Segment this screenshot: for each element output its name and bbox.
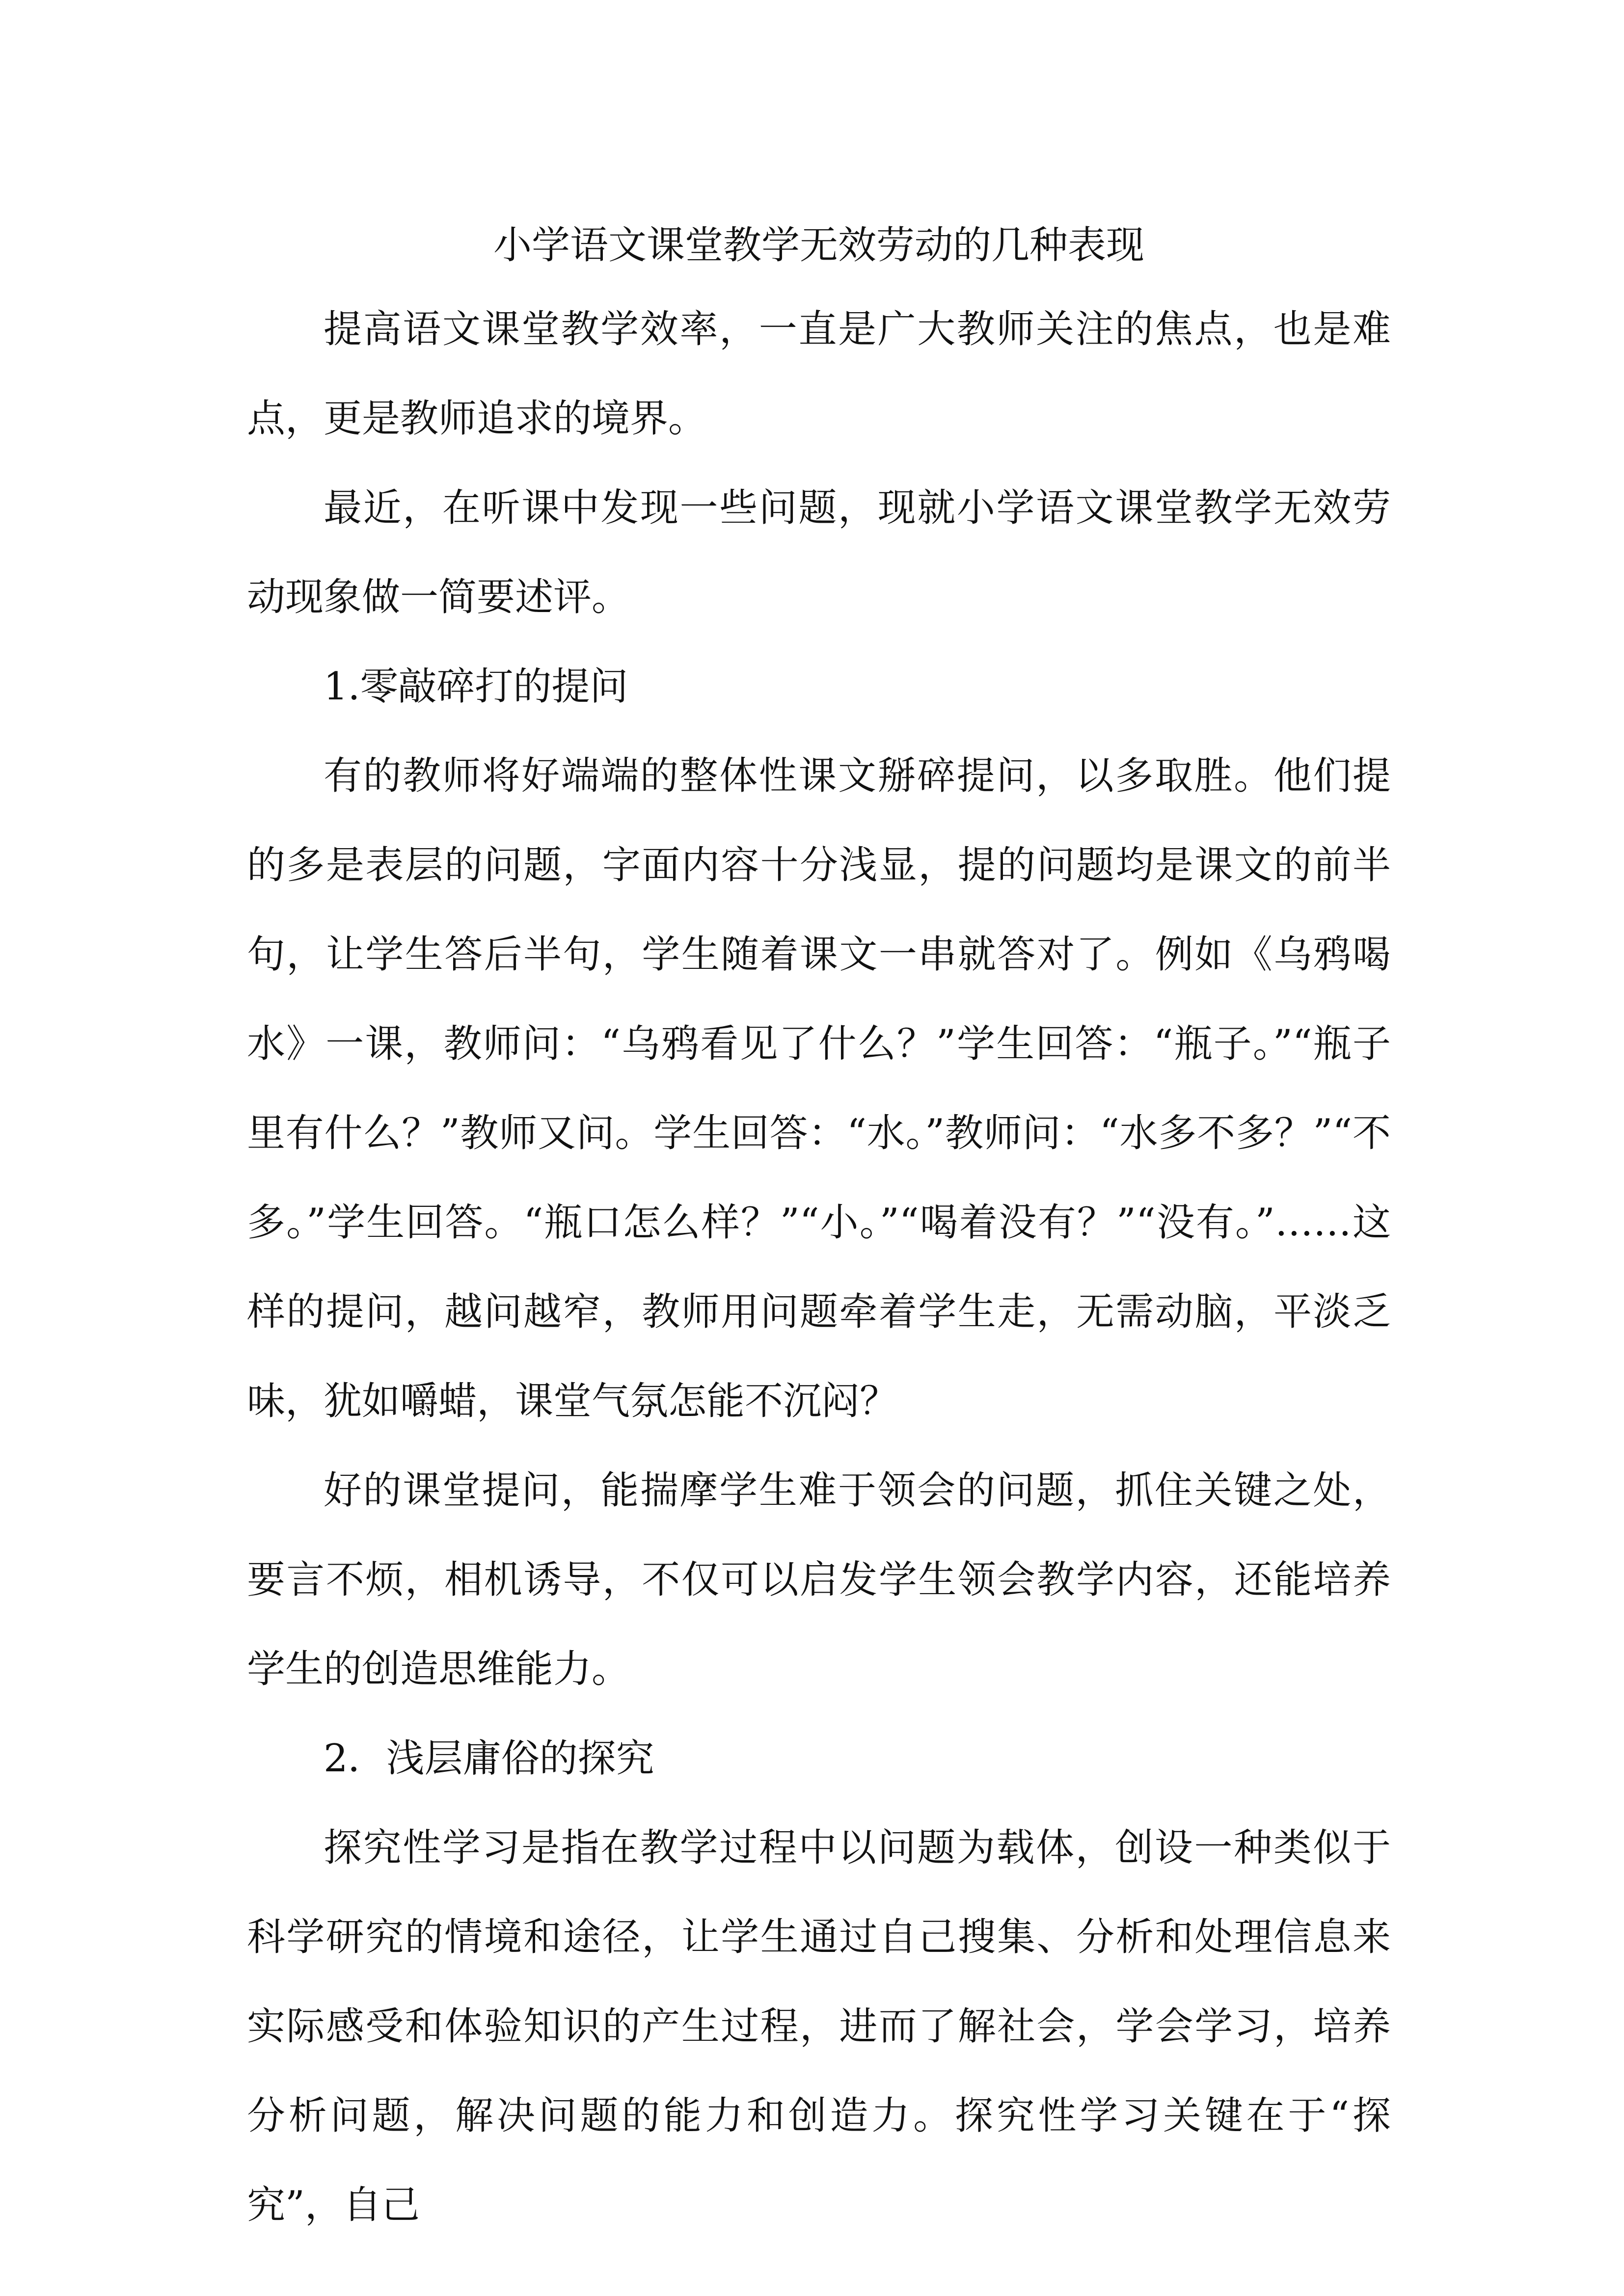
section-heading-1: 1.零敲碎打的提问 <box>324 665 628 709</box>
paragraph-purpose: 最近，在听课中发现一些问题，现就小学语文课堂教学无效劳动现象做一简要述评。 <box>247 486 1391 619</box>
document-title: 小学语文课堂教学无效劳动的几种表现 <box>493 223 1144 267</box>
paragraph-section-1-example: 有的教师将好端端的整体性课文掰碎提问，以多取胜。他们提的多是表层的问题，字面内容十分浅显，提的问题均是课文的前半句，让学生答后半句，学生随着课文一串就答对了。例如《乌鸦喝水》一课，教师问：“乌鸦看见了什么？”学生回答：“瓶子。”“瓶子里有什么？”教师又问。学生回答：“水。”教师问：“水多不多？”“不多。”学生回答。“瓶口怎么样？”“小。”“喝着没有？”“没有。”……这样的提问，越问越窄，教师用问题牵着学生走，无需动脑，平淡乏味，犹如嚼蜡，课堂气氛怎能不沉闷？ <box>247 754 1391 1423</box>
paragraph-section-1-good-practice: 好的课堂提问，能揣摩学生难于领会的问题，抓住关键之处，要言不烦，相机诱导，不仅可以启发学生领会教学内容，还能培养学生的创造思维能力。 <box>247 1468 1391 1691</box>
section-heading-2: 2．浅层庸俗的探究 <box>324 1736 654 1781</box>
paragraph-section-2-definition: 探究性学习是指在教学过程中以问题为载体，创设一种类似于科学研究的情境和途径，让学生通过自己搜集、分析和处理信息来实际感受和体验知识的产生过程，进而了解社会，学会学习，培养分析问题，解决问题的能力和创造力。探究性学习关键在于“探究”，自己 <box>247 1826 1391 2227</box>
document-body <box>247 206 1391 2250</box>
paragraph-intro: 提高语文课堂教学效率，一直是广大教师关注的焦点，也是难点，更是教师追求的境界。 <box>247 307 1391 441</box>
